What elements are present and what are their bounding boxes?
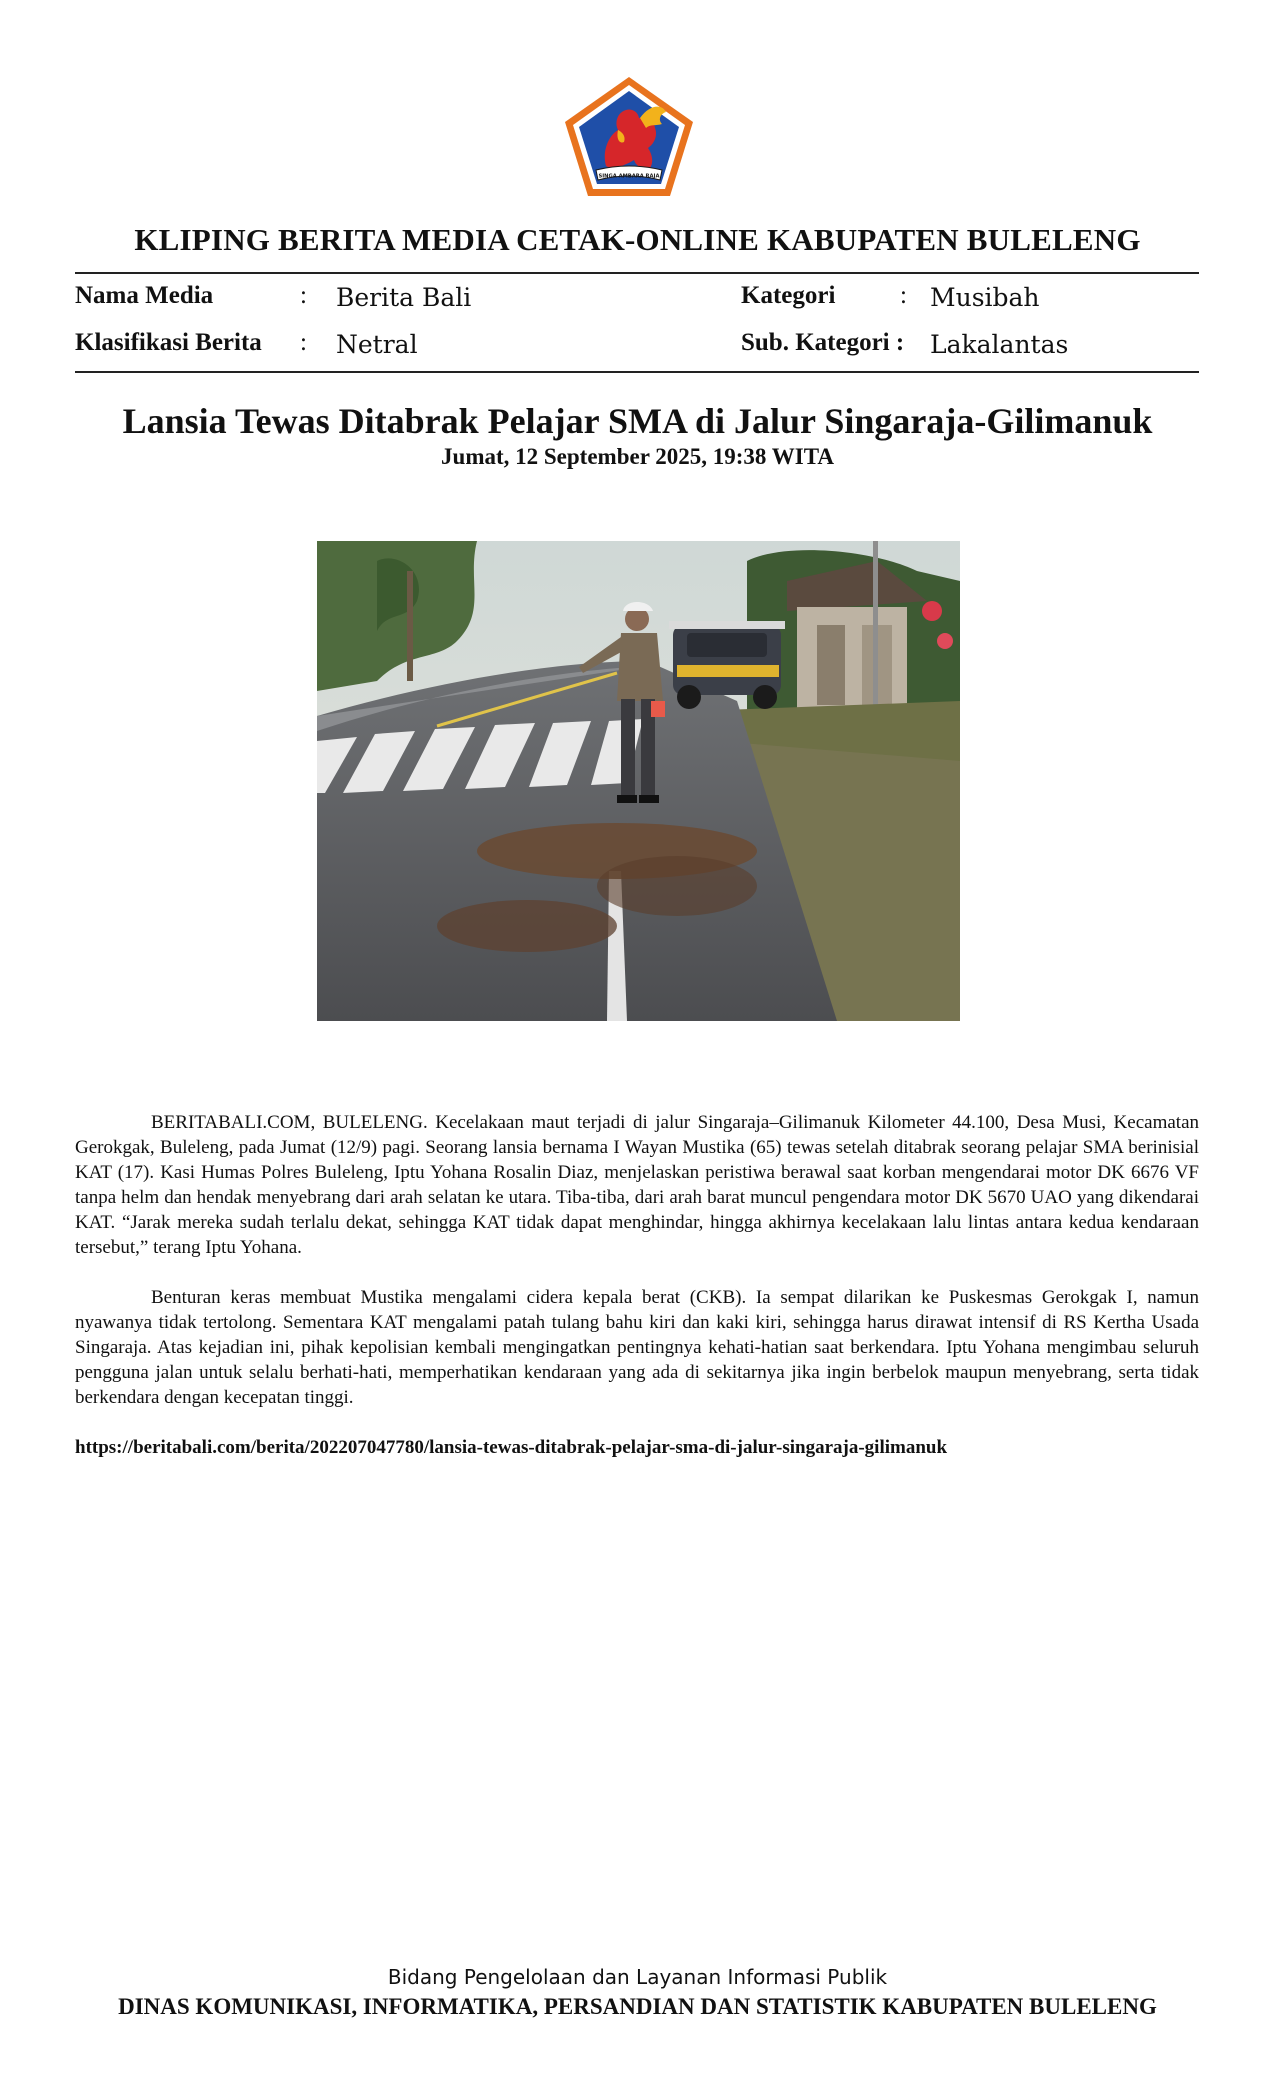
source-url-link[interactable]: https://beritabali.com/berita/202207047780/lansia-tewas-ditabrak-pelajar-sma-di-jalur-singaraja-gilimanuk xyxy=(75,1437,948,1458)
klasifikasi-label: Klasifikasi Berita xyxy=(75,329,262,356)
media-value: Berita Bali xyxy=(336,283,472,312)
footer-agency: DINAS KOMUNIKASI, INFORMATIKA, PERSANDIAN DAN STATISTIK KABUPATEN BULELENG xyxy=(118,1994,1157,2019)
media-label: Nama Media xyxy=(75,282,214,309)
logo-motto: SINGA AMBARA RAJA xyxy=(598,173,660,180)
singa-ambara-raja-emblem-icon xyxy=(562,74,696,200)
article-paragraph-2: Benturan keras membuat Mustika mengalami cidera kepala berat (CKB). Ia sempat dilarikan ke Puskesmas Gerokgak I, namun nyawanya tidak tertolong. Sementara KAT mengalami patah tulang bahu kiri dan kaki kiri, sehingga harus dirawat intensif di RS Kertha Usada Singaraja. Atas kejadian ini, pihak kepolisian kembali mengingatkan pentingnya kehati-hatian saat berkendara. Iptu Yohana mengimbau seluruh pengguna jalan untuk selalu berhati-hati, memperhatikan kendaraan yang ada di sekitarnya jika ingin berbelok maupun menyebrang, serta tidak berkendara dengan kecepatan tinggi. xyxy=(75,1287,1199,1408)
klasifikasi-colon: : xyxy=(300,329,307,356)
header-top-rule xyxy=(75,272,1199,274)
article-paragraph-1: BERITABALI.COM, BULELENG. Kecelakaan maut terjadi di jalur Singaraja–Gilimanuk Kilometer 44.100, Desa Musi, Kecamatan Gerokgak, Buleleng, pada Jumat (12/9) pagi. Seorang lansia bernama I Wayan Mustika (65) tewas setelah ditabrak seorang pelajar SMA berinisial KAT (17). Kasi Humas Polres Buleleng, Iptu Yohana Rosalin Diaz, menjelaskan peristiwa berawal saat korban mengendarai motor DK 6676 VF tanpa helm dan hendak menyebrang dari arah selatan ke utara. Tiba-tiba, dari arah barat muncul pengendara motor DK 5670 UAO yang dikendarai KAT. “Jarak mereka sudah terlalu dekat, sehingga KAT tidak dapat menghindar, hingga akhirnya kecelakaan lalu lintas antara kedua kendaraan tersebut,” terang Iptu Yohana. xyxy=(75,1112,1199,1258)
article-date: Jumat, 12 September 2025, 19:38 WITA xyxy=(441,444,834,469)
article-title: Lansia Tewas Ditabrak Pelajar SMA di Jalur Singaraja-Gilimanuk xyxy=(122,401,1153,441)
kategori-colon: : xyxy=(900,282,907,309)
header-bottom-rule xyxy=(75,371,1199,373)
kategori-label: Kategori xyxy=(741,282,836,309)
sub-kategori-label: Sub. Kategori : xyxy=(741,329,905,356)
media-colon: : xyxy=(300,282,307,309)
klasifikasi-value: Netral xyxy=(336,330,418,359)
article-body xyxy=(75,1110,1199,1435)
sub-kategori-value: Lakalantas xyxy=(930,330,1069,359)
regency-logo xyxy=(562,74,696,200)
footer-division: Bidang Pengelolaan dan Layanan Informasi Publik xyxy=(387,1965,888,1989)
clipping-header-title: KLIPING BERITA MEDIA CETAK-ONLINE KABUPATEN BULELENG xyxy=(134,222,1141,257)
accident-scene-photo xyxy=(317,541,960,1021)
kategori-value: Musibah xyxy=(930,283,1040,312)
